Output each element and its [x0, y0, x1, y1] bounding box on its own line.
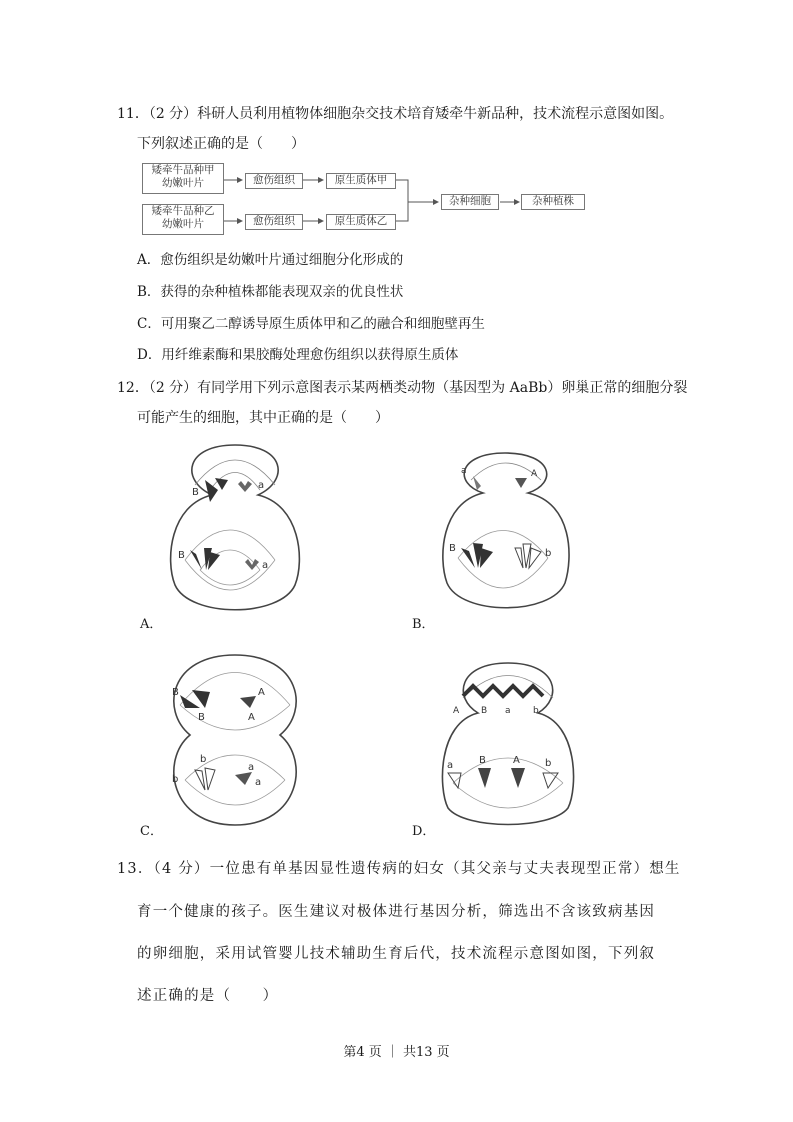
gene-label: B [449, 543, 456, 554]
gene-label: b [533, 706, 539, 716]
gene-label: A [453, 706, 460, 716]
gene-label: a [255, 777, 262, 788]
q11-option-d: D．用纤维素酶和果胶酶处理愈伤组织以获得原生质体 [137, 347, 459, 363]
flow-protoplast-2: 原生质体乙 [326, 214, 396, 230]
flow-callus-1: 愈伤组织 [245, 173, 303, 189]
flow-callus-2: 愈伤组织 [245, 214, 303, 230]
q12-label-d: D． [412, 824, 436, 839]
q13-stem-line4: 述正确的是（ ） [137, 988, 279, 1004]
gene-label: B [192, 487, 199, 498]
q11-option-b: B．获得的杂种植株都能表现双亲的优良性状 [137, 284, 404, 300]
flow-source-2: 矮牵牛品种乙 幼嫩叶片 [142, 204, 224, 235]
q11-stem-line1: 11．（2 分）科研人员利用植物体细胞杂交技术培育矮牵牛新品种，技术流程示意图如图。 [117, 106, 674, 122]
gene-label: a [262, 560, 269, 571]
gene-label: B [178, 550, 185, 561]
gene-label: B [172, 687, 179, 698]
flow-hybrid-plant: 杂种植株 [521, 194, 585, 210]
q12-label-b: B． [412, 617, 435, 632]
page-footer: 第4 页 ｜ 共13 页 [343, 1045, 450, 1060]
q11-stem-line2: 下列叙述正确的是（ ） [137, 136, 305, 152]
q11-option-c: C．可用聚乙二醇诱导原生质体甲和乙的融合和细胞壁再生 [137, 316, 485, 332]
flow-source-1: 矮牵牛品种甲 幼嫩叶片 [142, 163, 224, 194]
gene-label: a [461, 466, 467, 476]
gene-label: a [248, 762, 255, 773]
cell-diagram-d [433, 658, 583, 830]
gene-label: b [200, 754, 207, 765]
q13-stem-line1: 13．（4 分）一位患有单基因显性遗传病的妇女（其父亲与丈夫表现型正常）想生 [117, 861, 681, 877]
gene-label: b [545, 548, 552, 559]
q11-option-a: A．愈伤组织是幼嫩叶片通过细胞分化形成的 [137, 252, 404, 268]
flow-protoplast-1: 原生质体甲 [326, 173, 396, 189]
flow-hybrid-cell: 杂种细胞 [441, 194, 499, 210]
q13-stem-line3: 的卵细胞，采用试管婴儿技术辅助生育后代，技术流程示意图如图，下列叙 [137, 946, 656, 962]
cell-diagram-b [433, 448, 583, 618]
q13-stem-line2: 育一个健康的孩子。医生建议对极体进行基因分析，筛选出不含该致病基因 [137, 904, 656, 920]
q12-label-a: A． [140, 617, 163, 632]
cell-diagram-a [160, 440, 310, 620]
q12-stem-line1: 12．（2 分）有同学用下列示意图表示某两栖类动物（基因型为 AaBb）卵巢正常的细胞分裂 [117, 380, 688, 396]
gene-label: B [481, 706, 488, 716]
gene-label: A [513, 755, 520, 766]
cell-diagram-c [160, 650, 310, 835]
gene-label: A [531, 469, 538, 479]
q12-label-c: C． [140, 824, 163, 839]
gene-label: a [505, 706, 511, 716]
gene-label: A [258, 687, 265, 698]
gene-label: b [545, 758, 552, 769]
gene-label: A [248, 712, 255, 723]
gene-label: B [479, 755, 486, 766]
q12-stem-line2: 可能产生的细胞，其中正确的是（ ） [137, 410, 389, 426]
gene-label: a [258, 480, 265, 491]
gene-label: a [447, 760, 454, 771]
gene-label: B [198, 712, 205, 723]
gene-label: b [172, 774, 179, 785]
